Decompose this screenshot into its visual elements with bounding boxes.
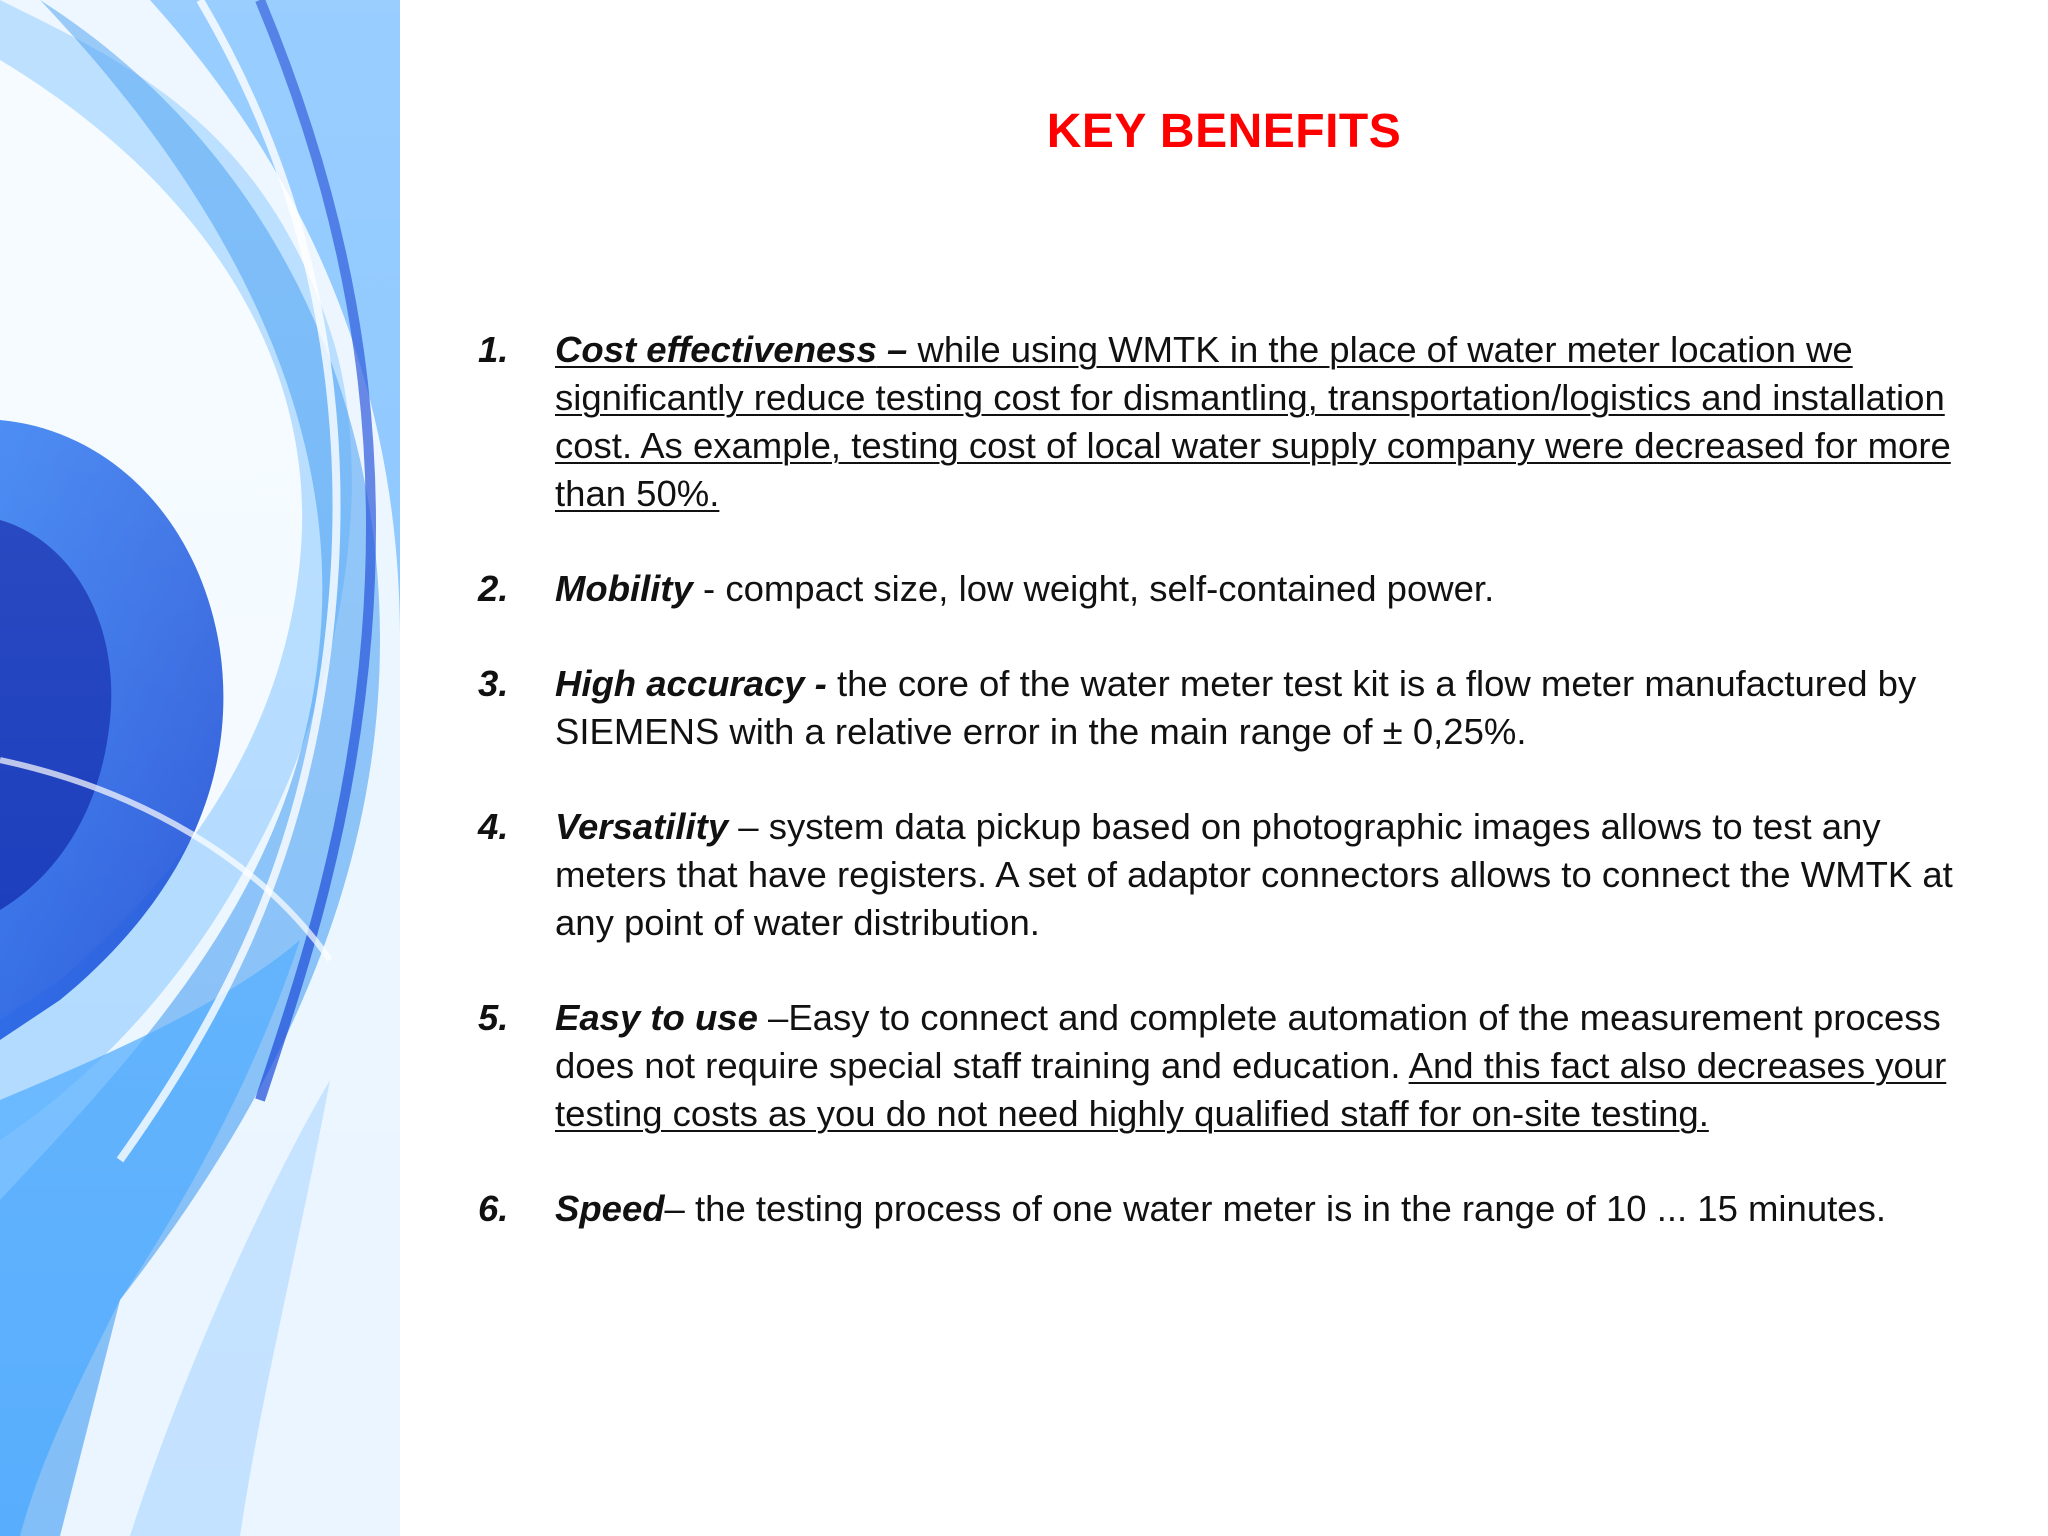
benefit-item: [478, 994, 1978, 1138]
benefit-separator: –: [728, 806, 769, 847]
benefits-list: [478, 326, 1978, 1280]
benefit-body: [555, 994, 1978, 1138]
benefit-term: Mobility: [555, 568, 693, 609]
slide-title: KEY BENEFITS: [1046, 105, 1402, 158]
benefit-number: 4.: [478, 806, 509, 847]
benefit-text: the testing process of one water meter is in the range of 10 ... 15 minutes.: [695, 1188, 1886, 1229]
benefit-item: [478, 1185, 1978, 1233]
benefit-number: 3.: [478, 663, 509, 704]
benefit-body: [555, 565, 1978, 613]
benefit-text: compact size, low weight, self-contained power.: [725, 568, 1495, 609]
blue-swirl-graphic: [0, 0, 400, 1536]
benefit-separator: –: [757, 997, 789, 1038]
benefit-body: [555, 803, 1978, 947]
benefit-item: [478, 660, 1978, 756]
benefit-item: [478, 803, 1978, 947]
benefit-text-underlined: while using WMTK in the place of water meter location we significantly reduce testing cost for dismantling, transportation/logistics and installation cost. As example, testing cost of local water supply company were decreased for more than 50%.: [555, 329, 1951, 514]
benefit-term: Easy to use: [555, 997, 758, 1038]
benefit-term: Cost effectiveness: [555, 329, 877, 370]
benefit-separator: -: [692, 568, 726, 609]
benefit-text-underlined: And this fact also decreases your testing costs as you do not need highly qualified staff for on-site testing.: [555, 1045, 1947, 1134]
benefit-body: [555, 326, 1978, 518]
benefit-item: [478, 565, 1978, 613]
benefit-item: [478, 326, 1978, 518]
benefit-number: 2.: [478, 568, 509, 609]
decorative-blue-swirl-image: [0, 0, 400, 1536]
benefit-number: 1.: [478, 329, 509, 370]
benefit-underlined-group: [555, 329, 1951, 514]
benefit-text: the core of the water meter test kit is a flow meter manufactured by SIEMENS with a relative error in the main range of ± 0,25%.: [555, 663, 1917, 752]
benefit-text: Easy to connect and complete automation of the measurement process does not require special staff training and education.: [555, 997, 1941, 1086]
benefit-body: [555, 660, 1978, 756]
benefit-number: 5.: [478, 997, 509, 1038]
benefit-separator: [827, 663, 837, 704]
benefit-separator: –: [876, 329, 918, 370]
benefit-body: [555, 1185, 1978, 1233]
benefit-separator: –: [664, 1188, 695, 1229]
benefit-text: system data pickup based on photographic images allows to test any meters that have registers. A set of adaptor connectors allows to connect the WMTK at any point of water distribution.: [555, 806, 1953, 943]
benefit-number: 6.: [478, 1188, 509, 1229]
benefit-term: High accuracy -: [555, 663, 827, 704]
benefit-term: Versatility: [555, 806, 729, 847]
benefit-term: Speed: [555, 1188, 665, 1229]
